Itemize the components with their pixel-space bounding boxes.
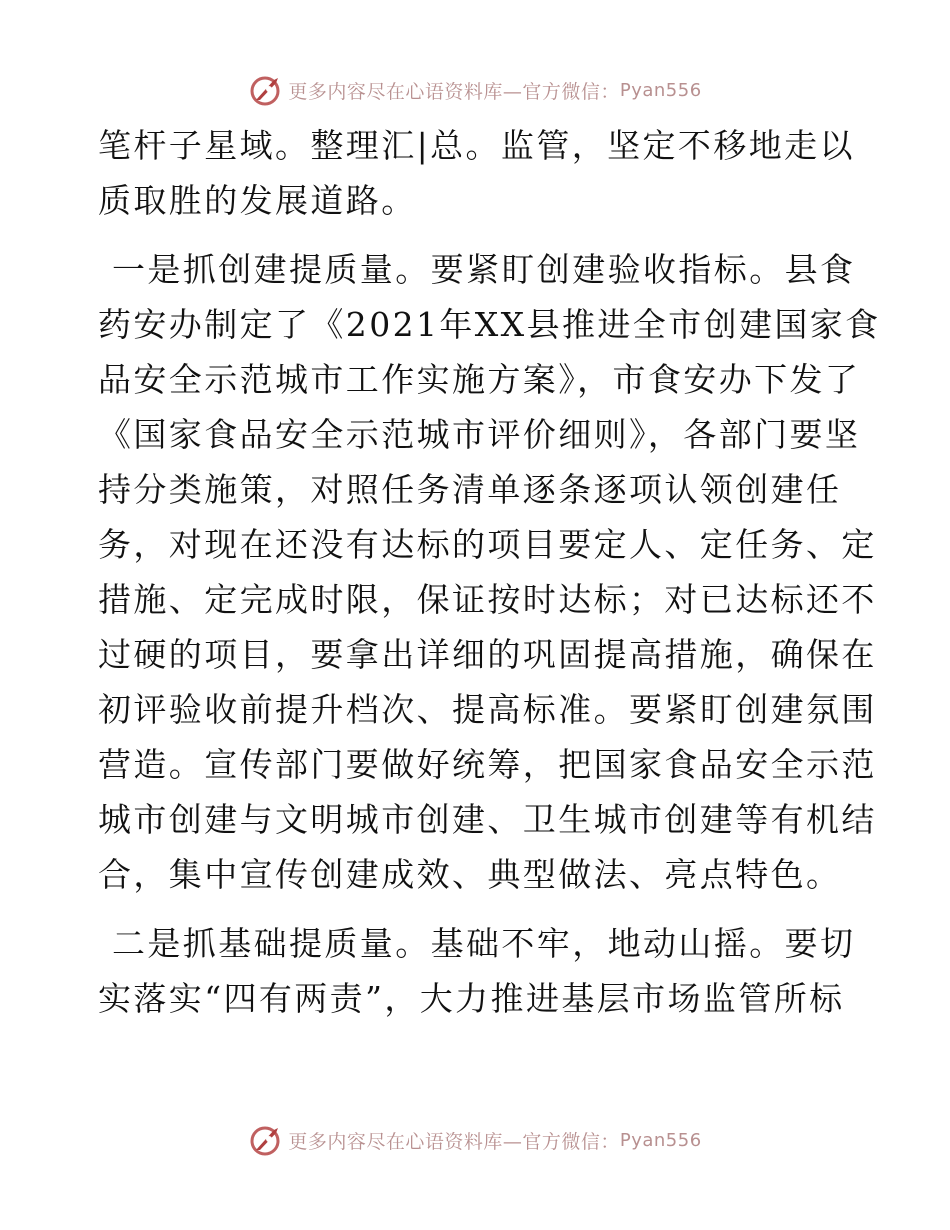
watermark-text: 更多内容尽在心语资料库—官方微信： <box>288 1130 620 1153</box>
text-line: 品安全示范城市工作实施方案》，市食安办下发了 <box>98 360 861 399</box>
text-line: 务，对现在还没有达标的项目要定人、定任务、定 <box>98 525 877 564</box>
text-line: 城市创建与文明城市创建、卫生城市创建等有机结 <box>98 800 877 839</box>
quill-circle-icon <box>248 1122 284 1158</box>
text-line: 《国家食品安全示范城市评价细则》，各部门要坚 <box>98 415 861 454</box>
text-line: 质取胜的发展道路。 <box>98 181 417 220</box>
quill-circle-icon <box>248 72 284 108</box>
text-line: 药安办制定了《2021年XX县推进全市创建国家食 <box>98 305 881 344</box>
text-line: 措施、定完成时限，保证按时达标；对已达标还不 <box>98 580 877 619</box>
text-line: 营造。宣传部门要做好统筹，把国家食品安全示范 <box>98 745 877 784</box>
header-watermark <box>0 70 950 110</box>
text-line: 一是抓创建提质量。要紧盯创建验收指标。县食 <box>112 250 856 289</box>
document-body <box>98 118 881 1026</box>
watermark-wechat-id: Pyan556 <box>619 79 702 101</box>
paragraph-1 <box>98 118 858 228</box>
text-line: 合，集中宣传创建成效、典型做法、亮点特色。 <box>98 855 842 894</box>
watermark-text: 更多内容尽在心语资料库—官方微信： <box>288 80 620 103</box>
text-line: 笔杆子星域。整理汇|总。监管，坚定不移地走以 <box>98 126 855 165</box>
text-line: 持分类施策，对照任务清单逐条逐项认领创建任 <box>98 470 842 509</box>
text-line: 实落实“四有两责”，大力推进基层市场监管所标 <box>98 979 845 1018</box>
paragraph-2 <box>98 242 881 902</box>
text-line: 过硬的项目，要拿出详细的巩固提高措施，确保在 <box>98 635 877 674</box>
text-line: 二是抓基础提质量。基础不牢，地动山摇。要切 <box>112 924 856 963</box>
footer-watermark <box>0 1120 950 1160</box>
watermark-wechat-id: Pyan556 <box>619 1129 702 1151</box>
text-line: 初评验收前提升档次、提高标准。要紧盯创建氛围 <box>98 690 877 729</box>
paragraph-3 <box>98 916 858 1026</box>
